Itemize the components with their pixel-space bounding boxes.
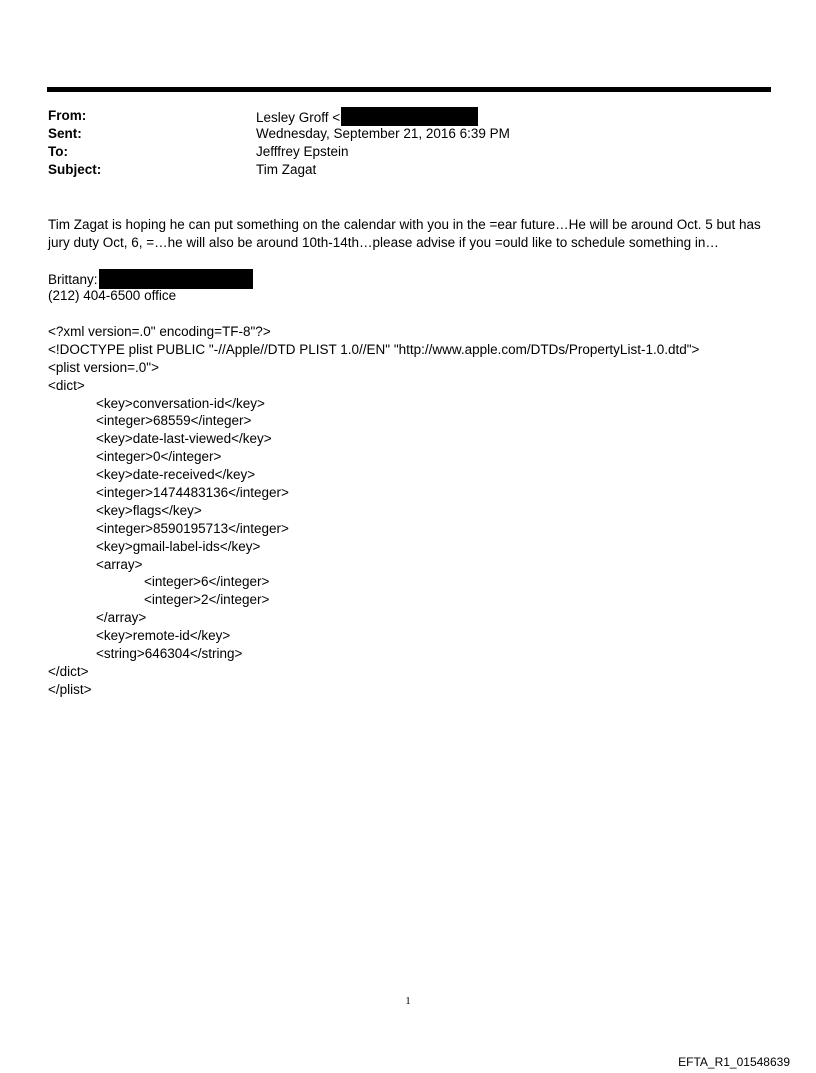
subject-value: Tim Zagat: [256, 162, 317, 177]
sent-label: Sent:: [48, 126, 82, 141]
plist-line: <string>646304</string>: [96, 646, 243, 662]
redaction-box: [341, 107, 478, 126]
plist-line: <key>date-last-viewed</key>: [96, 431, 272, 447]
sent-value: Wednesday, September 21, 2016 6:39 PM: [256, 126, 510, 141]
page-number: 1: [405, 995, 411, 1007]
plist-line: <plist version=.0">: [48, 359, 159, 375]
plist-line: <key>remote-id</key>: [96, 628, 231, 644]
plist-line: <key>flags</key>: [96, 502, 202, 518]
plist-line: <integer>0</integer>: [96, 449, 222, 465]
plist-line: </plist>: [48, 681, 92, 697]
plist-line: <dict>: [48, 377, 85, 393]
subject-label: Subject:: [48, 162, 102, 177]
plist-line: <integer>68559</integer>: [96, 413, 252, 429]
plist-line: <integer>8590195713</integer>: [96, 520, 289, 536]
to-label: To:: [48, 144, 68, 159]
plist-line: <key>date-received</key>: [96, 467, 256, 483]
signature-name-line: [48, 269, 253, 287]
from-name: Lesley Groff <: [256, 110, 341, 125]
to-value: Jefffrey Epstein: [256, 144, 349, 159]
bates-number: EFTA_R1_01548639: [678, 1055, 790, 1069]
plist-line: <integer>6</integer>: [144, 574, 270, 590]
from-value: [256, 107, 478, 127]
signature-phone: (212) 404-6500 office: [48, 288, 177, 303]
plist-line: <key>conversation-id</key>: [96, 395, 265, 411]
from-label: From:: [48, 108, 87, 123]
signature-name: Brittany:: [48, 272, 98, 287]
plist-line: <?xml version=.0" encoding=TF-8"?>: [48, 324, 271, 339]
plist-line: <array>: [96, 556, 143, 572]
signature: [48, 269, 253, 305]
plist-line: <integer>1474483136</integer>: [96, 485, 289, 501]
redaction-box: [99, 269, 253, 289]
plist-block: [48, 323, 699, 699]
plist-line: <integer>2</integer>: [144, 592, 270, 608]
email-body: [48, 216, 773, 252]
plist-line: <!DOCTYPE plist PUBLIC "-//Apple//DTD PLIST 1.0//EN" "http://www.apple.com/DTDs/PropertyList-1.0.dtd">: [48, 341, 700, 357]
body-paragraph: Tim Zagat is hoping he can put something on the calendar with you in the =ear future…He will be around Oct. 5 but has jury duty Oct, 6, =…he will also be around 10th-14th…please advise if you =ould like to schedule something in…: [48, 217, 761, 250]
plist-line: <key>gmail-label-ids</key>: [96, 538, 261, 554]
plist-line: </dict>: [48, 663, 89, 679]
plist-line: </array>: [96, 610, 147, 626]
header-rule: [47, 87, 771, 92]
